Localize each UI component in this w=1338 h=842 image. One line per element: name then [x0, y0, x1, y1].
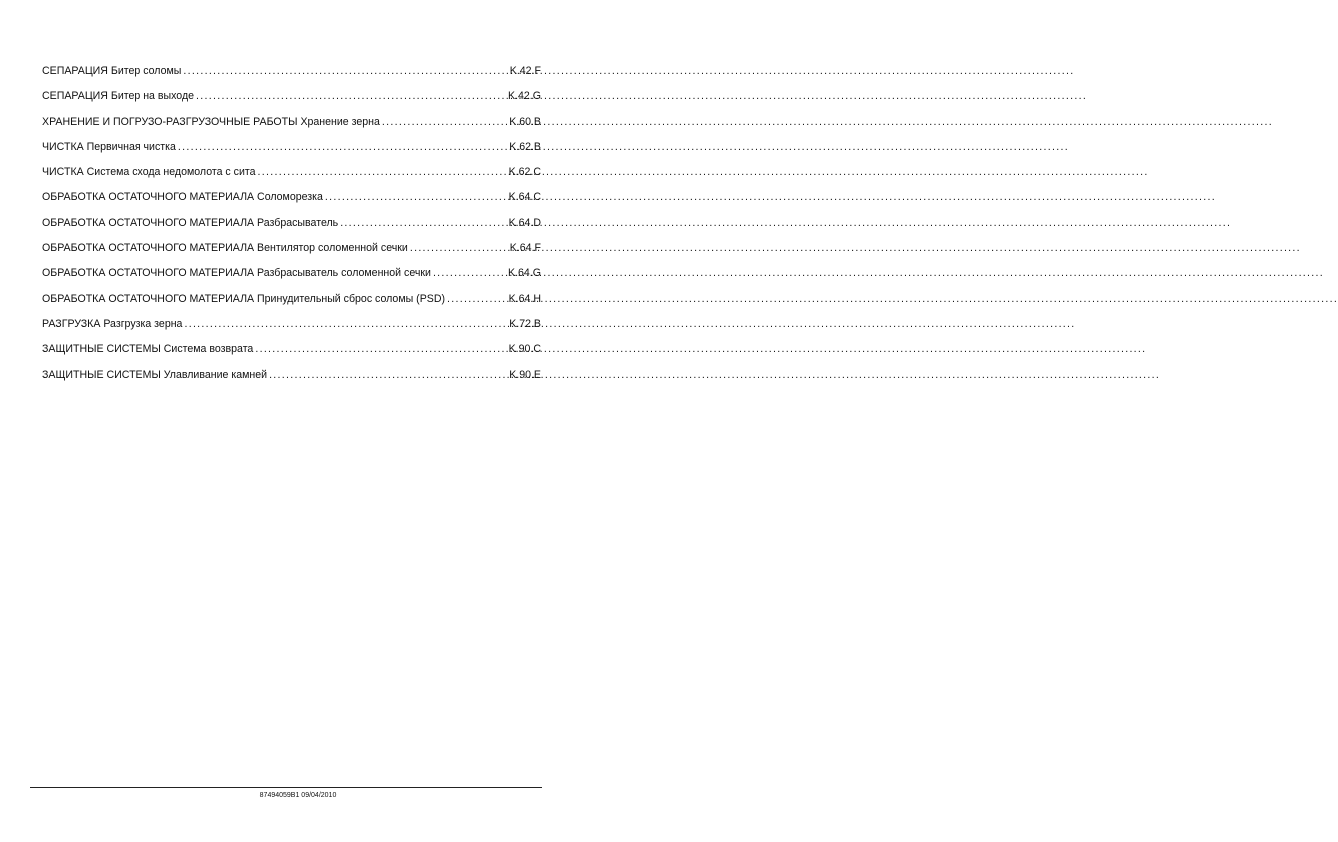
toc-entry[interactable] — [42, 317, 541, 342]
toc-entry-title: ЗАЩИТНЫЕ СИСТЕМЫ Улавливание камней — [42, 368, 268, 381]
toc-entry-title: ОБРАБОТКА ОСТАТОЧНОГО МАТЕРИАЛА Разбрасыватель — [42, 216, 339, 229]
toc-entry-title: ЧИСТКА Первичная чистка — [42, 140, 176, 153]
toc-entry[interactable] — [42, 64, 541, 89]
toc-entry-title: ЧИСТКА Система схода недомолота с сита — [42, 166, 256, 179]
toc-entry-ref: K.64.H — [508, 292, 541, 305]
toc-entry-ref: K.42.F — [509, 65, 541, 77]
toc-entry-ref: K.64.C — [508, 191, 541, 204]
toc-entry-title: ОБРАБОТКА ОСТАТОЧНОГО МАТЕРИАЛА Вентилятор соломенной сечки — [42, 242, 408, 255]
toc-dot-leader — [258, 165, 506, 179]
toc-entry[interactable] — [42, 342, 541, 367]
toc-entry-ref: K.90.C — [508, 343, 541, 356]
toc-entry[interactable] — [42, 89, 541, 114]
toc-entry-ref: K.72.B — [509, 317, 541, 330]
toc-entry[interactable] — [42, 241, 541, 266]
toc-dot-leader — [433, 266, 505, 280]
toc-entry-ref: K.62.C — [508, 166, 541, 179]
toc-dot-leader — [269, 368, 506, 382]
toc-entry-title: ОБРАБОТКА ОСТАТОЧНОГО МАТЕРИАЛА Принудительный сброс соломы (PSD) — [42, 292, 446, 305]
toc-entry[interactable] — [42, 190, 541, 215]
toc-dot-leader — [325, 190, 506, 204]
toc-dot-leader — [410, 241, 507, 255]
toc-entry-title: СЕПАРАЦИЯ Битер соломы — [42, 65, 182, 77]
toc-entry[interactable] — [42, 266, 541, 291]
toc-entry[interactable] — [42, 292, 541, 317]
toc-dot-leader — [196, 89, 505, 103]
toc-entry[interactable] — [42, 165, 541, 190]
toc-entry[interactable] — [42, 140, 541, 165]
toc-entry-title: ОБРАБОТКА ОСТАТОЧНОГО МАТЕРИАЛА Соломорезка — [42, 191, 323, 204]
toc-dot-leader — [178, 140, 506, 154]
toc-entry[interactable] — [42, 368, 541, 393]
toc-entry-ref: K.64.D — [508, 216, 541, 229]
toc-entry-title: ОБРАБОТКА ОСТАТОЧНОГО МАТЕРИАЛА Разбрасыватель соломенной сечки — [42, 267, 431, 280]
toc-entry-title: РАЗГРУЗКА Разгрузка зерна — [42, 317, 183, 330]
toc-dot-leader — [340, 216, 505, 230]
toc-entry-ref: K.42.G — [508, 90, 541, 103]
toc-entry-ref: K.64.F — [509, 242, 541, 255]
toc-entry[interactable] — [42, 216, 541, 241]
toc-dot-leader — [183, 64, 506, 78]
toc-entry-ref: K.62.B — [509, 140, 541, 153]
toc-entry-ref: K.90.E — [509, 368, 541, 381]
toc-entry-title: ЗАЩИТНЫЕ СИСТЕМЫ Система возврата — [42, 343, 254, 356]
toc-dot-leader — [447, 292, 506, 306]
toc-dot-leader — [382, 115, 506, 129]
toc-entry-title: ХРАНЕНИЕ И ПОГРУЗО-РАЗГРУЗОЧНЫЕ РАБОТЫ Хранение зерна — [42, 115, 380, 128]
toc-dot-leader — [184, 317, 506, 331]
table-of-contents — [42, 64, 541, 393]
toc-dot-leader — [255, 342, 505, 356]
toc-entry[interactable] — [42, 115, 541, 140]
footer-document-id: 87494059B1 09/04/2010 — [259, 792, 337, 799]
toc-entry-ref: K.64.G — [508, 267, 541, 280]
footer-divider — [30, 787, 542, 788]
toc-entry-title: СЕПАРАЦИЯ Битер на выходе — [42, 90, 195, 103]
toc-entry-ref: K.60.B — [509, 115, 541, 128]
